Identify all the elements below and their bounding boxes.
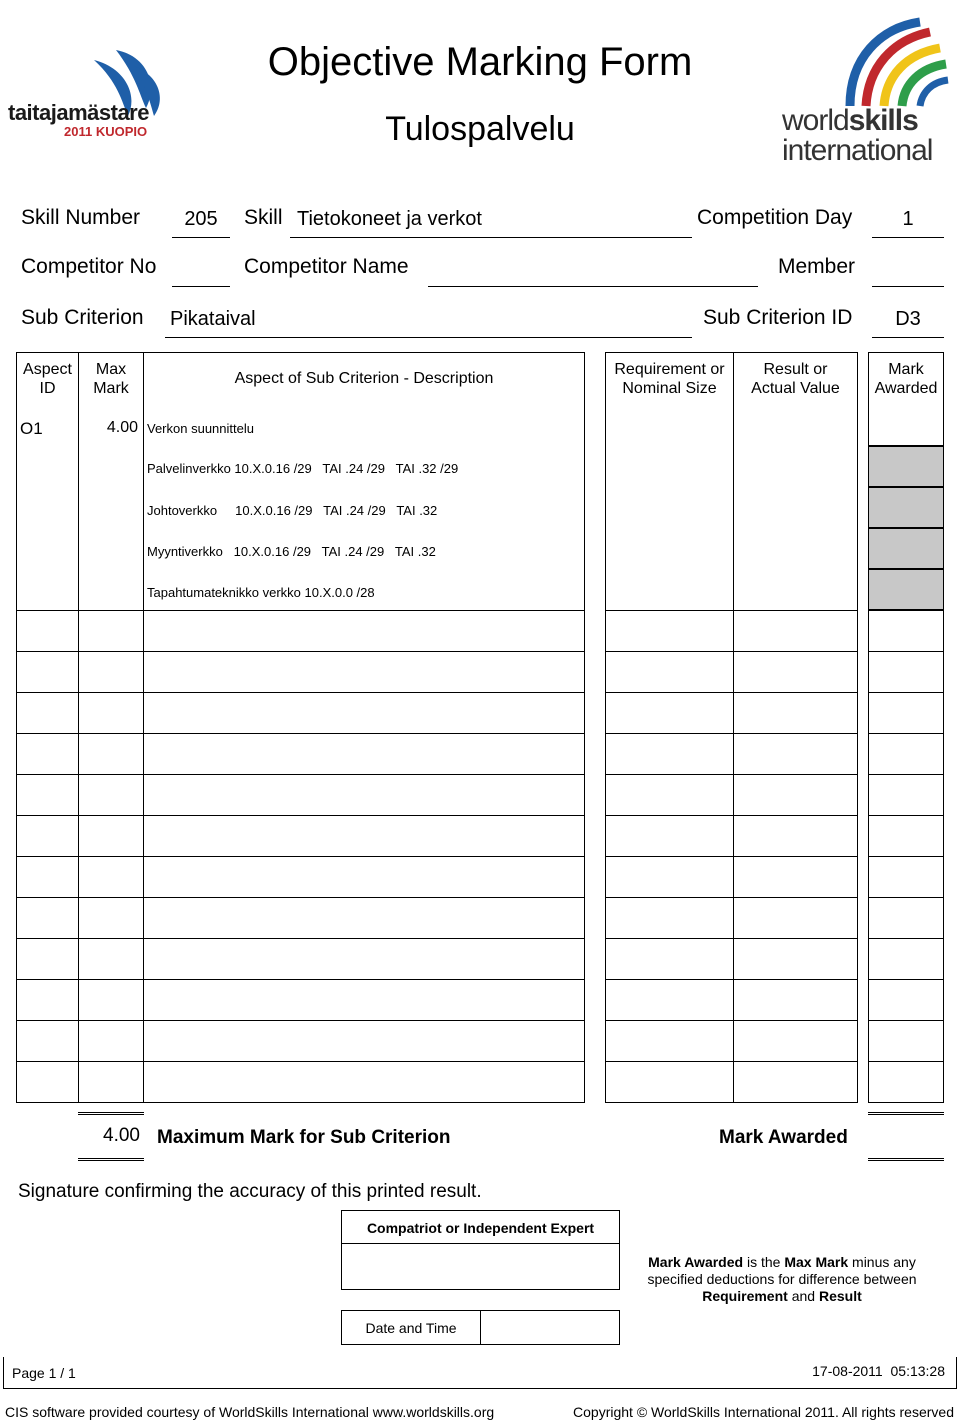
empty-cell-aspect-id (16, 651, 79, 693)
expert-label: Compatriot or Independent Expert (366, 1220, 595, 1236)
header-requirement: Requirement or Nominal Size (605, 352, 734, 405)
aspect-result-cell (733, 404, 858, 611)
sub-line-3: Myyntiverkko 10.X.0.16 /29 TAI .24 /29 TAI .32 (147, 544, 436, 559)
footer-right: Copyright © WorldSkills International 2011. All rights reserved (573, 1404, 954, 1420)
empty-cell-aspect-id (16, 1061, 79, 1103)
empty-cell-requirement (605, 774, 734, 816)
sub-criterion-id-value: D3 (895, 308, 921, 330)
empty-cell-mark-awarded (868, 733, 944, 775)
empty-cell-mark-awarded (868, 1061, 944, 1103)
empty-cell-max-mark (78, 1061, 144, 1103)
sub-criterion-label: Sub Criterion (21, 306, 144, 329)
empty-cell-requirement (605, 856, 734, 898)
empty-cell-description (143, 774, 585, 816)
empty-cell-description (143, 692, 585, 734)
skill-number-label: Skill Number (21, 206, 141, 229)
empty-cell-max-mark (78, 610, 144, 652)
expert-label-box (341, 1210, 620, 1244)
empty-cell-result (733, 1020, 858, 1062)
sub-line-1: Palvelinverkko 10.X.0.16 /29 TAI .24 /29 TAI .32 /29 (147, 461, 459, 476)
sub-criterion-id-label: Sub Criterion ID (703, 306, 853, 329)
competitor-no-label: Competitor No (21, 255, 157, 278)
competitor-no-underline (172, 286, 230, 287)
sub-line-4: Tapahtumateknikko verkko 10.X.0.0 /28 (147, 585, 375, 600)
date-time-label-box (341, 1310, 481, 1345)
empty-cell-description (143, 1061, 585, 1103)
empty-cell-aspect-id (16, 979, 79, 1021)
empty-cell-mark-awarded (868, 856, 944, 898)
max-total-top-rule (78, 1112, 144, 1115)
empty-cell-aspect-id (16, 815, 79, 857)
empty-cell-aspect-id (16, 1020, 79, 1062)
aspect-requirement-cell (605, 404, 734, 611)
mark-awarded-label: Mark Awarded (719, 1127, 848, 1148)
empty-cell-max-mark (78, 979, 144, 1021)
empty-cell-max-mark (78, 856, 144, 898)
skill-underline (290, 237, 692, 238)
skill-label: Skill (244, 206, 283, 229)
sub-criterion-id-underline (872, 337, 944, 338)
empty-cell-description (143, 856, 585, 898)
aspect-id: O1 (20, 419, 43, 438)
competition-day-underline (872, 237, 944, 238)
empty-cell-description (143, 1020, 585, 1062)
page-subtitle: Tulospalvelu (385, 110, 575, 148)
empty-cell-result (733, 774, 858, 816)
empty-cell-description (143, 733, 585, 775)
max-total-value: 4.00 (103, 1125, 140, 1146)
sub-criterion-underline (165, 337, 692, 338)
empty-cell-requirement (605, 815, 734, 857)
sub-criterion-value: Pikataival (170, 308, 256, 330)
empty-cell-max-mark (78, 733, 144, 775)
worldskills-wordmark-line1: worldskills (782, 104, 918, 137)
mark-cell-2[interactable] (868, 487, 944, 528)
empty-cell-max-mark (78, 774, 144, 816)
empty-cell-max-mark (78, 1020, 144, 1062)
skill-number-underline (172, 237, 230, 238)
empty-cell-mark-awarded (868, 979, 944, 1021)
empty-cell-requirement (605, 938, 734, 980)
taitaja-logo (8, 46, 188, 146)
empty-cell-result (733, 815, 858, 857)
empty-cell-result (733, 692, 858, 734)
footer-left: CIS software provided courtesy of WorldSkills International www.worldskills.org (5, 1404, 495, 1420)
sub-line-2: Johtoverkko 10.X.0.16 /29 TAI .24 /29 TAI .32 (147, 503, 438, 518)
header-aspect-id: Aspect ID (16, 352, 79, 405)
empty-cell-requirement (605, 692, 734, 734)
empty-cell-description (143, 815, 585, 857)
empty-cell-aspect-id (16, 856, 79, 898)
empty-cell-aspect-id (16, 733, 79, 775)
empty-cell-aspect-id (16, 897, 79, 939)
empty-cell-aspect-id (16, 938, 79, 980)
empty-cell-aspect-id (16, 610, 79, 652)
empty-cell-max-mark (78, 651, 144, 693)
empty-cell-mark-awarded (868, 1020, 944, 1062)
competition-day-label: Competition Day (697, 206, 853, 229)
mark-cell-1[interactable] (868, 446, 944, 487)
empty-cell-requirement (605, 897, 734, 939)
empty-cell-description (143, 651, 585, 693)
empty-cell-result (733, 938, 858, 980)
empty-cell-result (733, 856, 858, 898)
empty-cell-requirement (605, 979, 734, 1021)
taitaja-year: 2011 KUOPIO (64, 124, 148, 139)
empty-cell-mark-awarded (868, 815, 944, 857)
empty-cell-description (143, 897, 585, 939)
aspect-mark-cell (868, 404, 944, 446)
empty-cell-result (733, 651, 858, 693)
skill-number-value: 205 (184, 208, 218, 230)
competition-day-value: 1 (902, 208, 914, 230)
awarded-top-rule (868, 1112, 944, 1115)
worldskills-arcs-icon (780, 18, 950, 110)
mark-cell-4[interactable] (868, 569, 944, 610)
empty-cell-requirement (605, 610, 734, 652)
empty-cell-requirement (605, 651, 734, 693)
empty-cell-mark-awarded (868, 897, 944, 939)
page-title: Objective Marking Form (267, 40, 693, 84)
empty-cell-max-mark (78, 692, 144, 734)
header-max-mark: Max Mark (78, 352, 144, 405)
empty-cell-description (143, 938, 585, 980)
competitor-name-label: Competitor Name (244, 255, 409, 278)
date-time-field[interactable] (480, 1310, 620, 1345)
member-underline (872, 286, 944, 287)
expert-signature-field[interactable] (341, 1243, 620, 1290)
empty-cell-result (733, 733, 858, 775)
aspect-max-mark: 4.00 (106, 419, 138, 436)
empty-cell-max-mark (78, 815, 144, 857)
member-label: Member (778, 255, 856, 278)
header-description: Aspect of Sub Criterion - Description (143, 352, 585, 405)
signature-statement: Signature confirming the accuracy of this printed result. (18, 1181, 482, 1202)
empty-cell-mark-awarded (868, 651, 944, 693)
empty-cell-mark-awarded (868, 692, 944, 734)
empty-cell-aspect-id (16, 774, 79, 816)
empty-cell-result (733, 979, 858, 1021)
empty-cell-aspect-id (16, 692, 79, 734)
empty-cell-requirement (605, 733, 734, 775)
mark-note: Mark Awarded is the Max Mark minus any specified deductions for difference between Requirement and Result (647, 1254, 917, 1304)
max-total-bottom-rule (78, 1158, 144, 1161)
date-time-label: Date and Time (365, 1320, 457, 1336)
header-result: Result or Actual Value (733, 352, 858, 405)
mark-cell-3[interactable] (868, 528, 944, 569)
aspect-description: Verkon suunnittelu (147, 421, 254, 436)
timestamp: 17-08-2011 05:13:28 (812, 1363, 945, 1379)
empty-cell-requirement (605, 1061, 734, 1103)
empty-cell-description (143, 610, 585, 652)
header-mark-awarded: Mark Awarded (868, 352, 944, 405)
empty-cell-max-mark (78, 938, 144, 980)
empty-cell-result (733, 897, 858, 939)
skill-value: Tietokoneet ja verkot (297, 208, 482, 230)
empty-cell-max-mark (78, 897, 144, 939)
empty-cell-description (143, 979, 585, 1021)
worldskills-wordmark-line2: international (782, 134, 933, 167)
competitor-name-underline (428, 286, 758, 287)
max-total-label: Maximum Mark for Sub Criterion (157, 1127, 451, 1148)
empty-cell-result (733, 1061, 858, 1103)
empty-cell-requirement (605, 1020, 734, 1062)
empty-cell-result (733, 610, 858, 652)
empty-cell-mark-awarded (868, 938, 944, 980)
empty-cell-mark-awarded (868, 774, 944, 816)
awarded-bottom-rule (868, 1158, 944, 1161)
taitaja-wordmark: taitajamästare (8, 100, 149, 125)
worldskills-logo (780, 18, 950, 168)
page-number: Page 1 / 1 (12, 1365, 76, 1381)
empty-cell-mark-awarded (868, 610, 944, 652)
